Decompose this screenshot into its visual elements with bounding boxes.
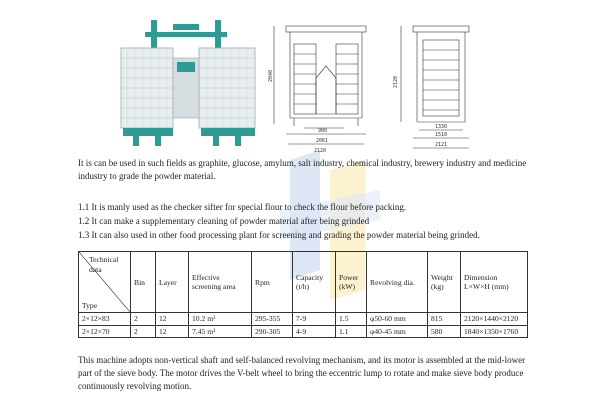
- cell-capacity: 4-9: [293, 325, 336, 338]
- cell-bin: 2: [131, 325, 156, 338]
- use-item-2: 1.2 It can make a supplementary cleaning of powder material after being grinded: [78, 216, 370, 227]
- cell-rpm: 295-355: [252, 313, 293, 326]
- table-row: [79, 325, 528, 338]
- cell-area: 7.45 m²: [189, 325, 252, 338]
- uses-list: [78, 201, 538, 244]
- use-item-3: 1.3 It can also used in other food processing plant for screening and grading the powder material being grinded.: [78, 230, 480, 241]
- front-dim-2: 980: [318, 128, 328, 134]
- cell-dimension: 2120×1440×2120: [461, 313, 528, 326]
- cell-capacity: 7-9: [293, 313, 336, 326]
- closing-paragraph: This machine adopts non-vertical shaft and self-balanced revolving mechanism, and its motor is assembled at the mid-lower part of the sieve body. The motor drives the V-belt wheel to bring the eccentric lump to rotate and make sieve body produce continuously revolving motion.: [78, 355, 526, 391]
- side-dim-4: 2121: [435, 142, 448, 148]
- cell-weight: 580: [428, 325, 461, 338]
- header-bin: Bin: [131, 252, 156, 313]
- cell-power: 1.5: [336, 313, 367, 326]
- cell-area: 10.2 m²: [189, 313, 252, 326]
- cell-rpm: 290-305: [252, 325, 293, 338]
- cell-power: 1.1: [336, 325, 367, 338]
- side-dim-1: 2120: [393, 75, 399, 88]
- cell-layer: 12: [156, 313, 189, 326]
- cell-type: 2×12×83: [79, 313, 131, 326]
- header-weight: Weight (kg): [428, 252, 461, 313]
- cell-revolving: φ40-45 mm: [367, 325, 428, 338]
- cell-bin: 2: [131, 313, 156, 326]
- header-dimension: Dimension L×W×H (mm): [461, 252, 528, 313]
- header-layer: Layer: [156, 252, 189, 313]
- corner-top-label: Technical data: [89, 255, 119, 274]
- front-dim-3: 2061: [316, 138, 329, 144]
- header-rpm: Rpm: [252, 252, 293, 313]
- front-dim-1: 2040: [268, 69, 274, 82]
- header-area: Effective screening area: [189, 252, 252, 313]
- header-revolving: Revolving dia.: [367, 252, 428, 313]
- corner-header-cell: [79, 252, 131, 313]
- intro-paragraph: It is can be used in such fields as graphite, glucose, amylum, salt industry, chemical industry, brewery industry and medicine industry to grade the powder material.: [78, 158, 527, 181]
- cell-revolving: φ50-60 mm: [367, 313, 428, 326]
- cell-dimension: 1840×1350×1760: [461, 325, 528, 338]
- product-photo: [115, 18, 263, 148]
- cell-weight: 815: [428, 313, 461, 326]
- front-dim-4: 2120: [314, 148, 327, 154]
- side-view-drawing: [383, 18, 483, 156]
- header-capacity: Capacity (t/h): [293, 252, 336, 313]
- table-row: [79, 313, 528, 326]
- use-item-1: 1.1 It is manly used as the checker sifter for special flour to check the flour before packing.: [78, 202, 407, 212]
- table-header-row: [79, 252, 528, 313]
- cell-type: 2×12×70: [79, 325, 131, 338]
- corner-bottom-label: Type: [82, 301, 98, 310]
- header-power: Power (kW): [336, 252, 367, 313]
- spec-table: [78, 251, 528, 338]
- side-dim-2: 1330: [435, 124, 448, 130]
- side-dim-3: 1510: [435, 132, 448, 138]
- cell-layer: 12: [156, 325, 189, 338]
